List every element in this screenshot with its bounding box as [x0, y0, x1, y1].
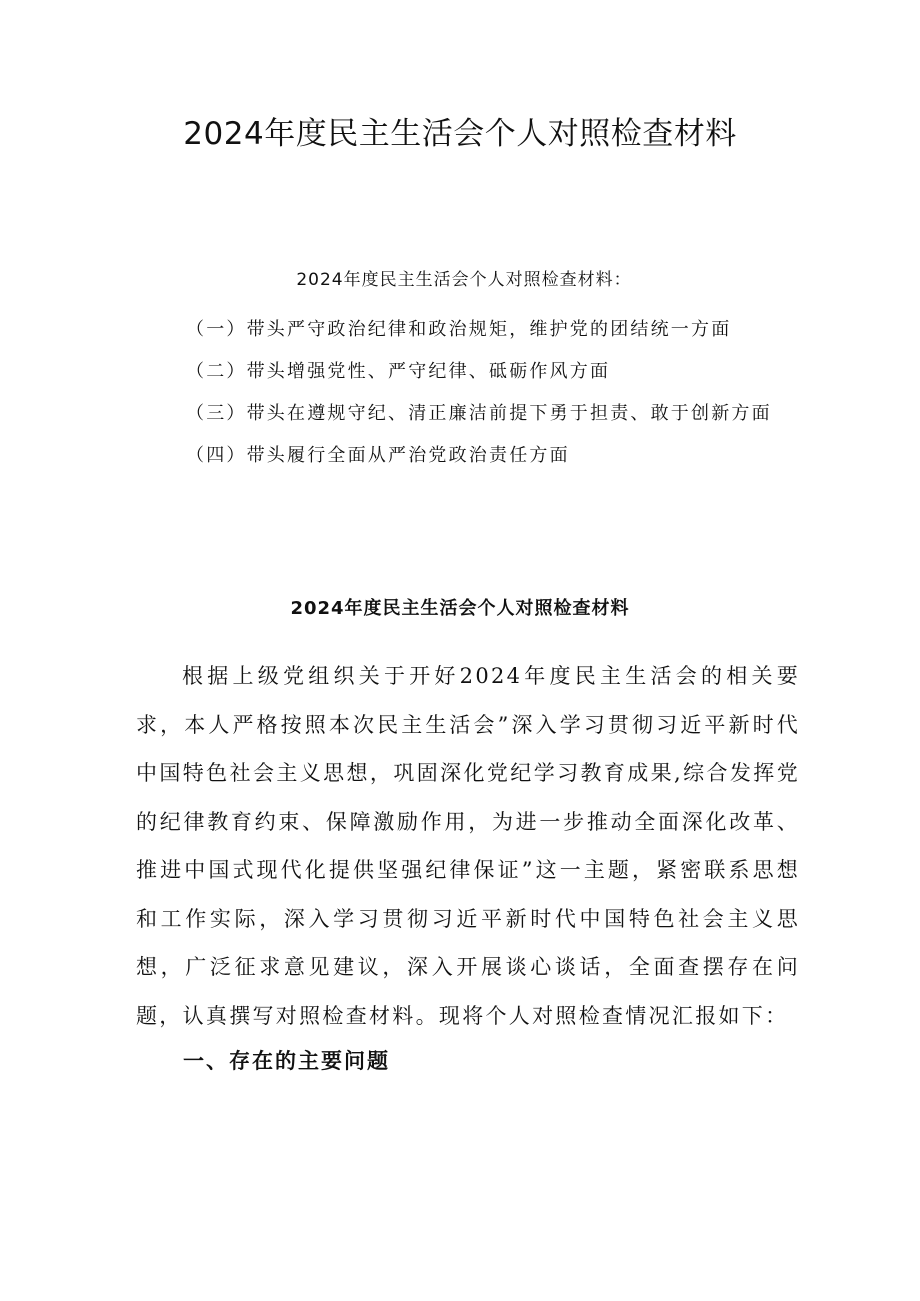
toc-heading: 2024年度民主生活会个人对照检查材料： — [296, 270, 632, 290]
toc-item-2: （二）带头增强党性、严守纪律、砥砺作风方面 — [186, 361, 611, 382]
toc-item-1: （一）带头严守政治纪律和政治规矩，维护党的团结统一方面 — [186, 319, 732, 340]
subheading-main-problems: 一、存在的主要问题 — [183, 1049, 390, 1073]
table-of-contents — [0, 263, 920, 477]
document-title: 2024年度民主生活会个人对照检查材料 — [183, 116, 737, 152]
toc-list — [0, 309, 920, 477]
body-paragraph: 根据上级党组织关于开好2024年度民主生活会的相关要求，本人严格按照本次民主生活会”深入学习贯彻习近平新时代中国特色社会主义思想，巩固深化党纪学习教育成果,综合发挥党的纪律教育约束、保障激励作用，为进一步推动全面深化改革、推进中国式现代化提供坚强纪律保证”这一主题，紧密联系思想和工作实际，深入学习贯彻习近平新时代中国特色社会主义思想，广泛征求意见建议，深入开展谈心谈话，全面查摆存在问题，认真撰写对照检查材料。现将个人对照检查情况汇报如下： — [136, 664, 800, 1028]
toc-item-4: （四）带头履行全面从严治党政治责任方面 — [186, 445, 570, 466]
section-title: 2024年度民主生活会个人对照检查材料 — [290, 598, 630, 619]
toc-item-3: （三）带头在遵规守纪、清正廉洁前提下勇于担责、敢于创新方面 — [186, 403, 772, 424]
